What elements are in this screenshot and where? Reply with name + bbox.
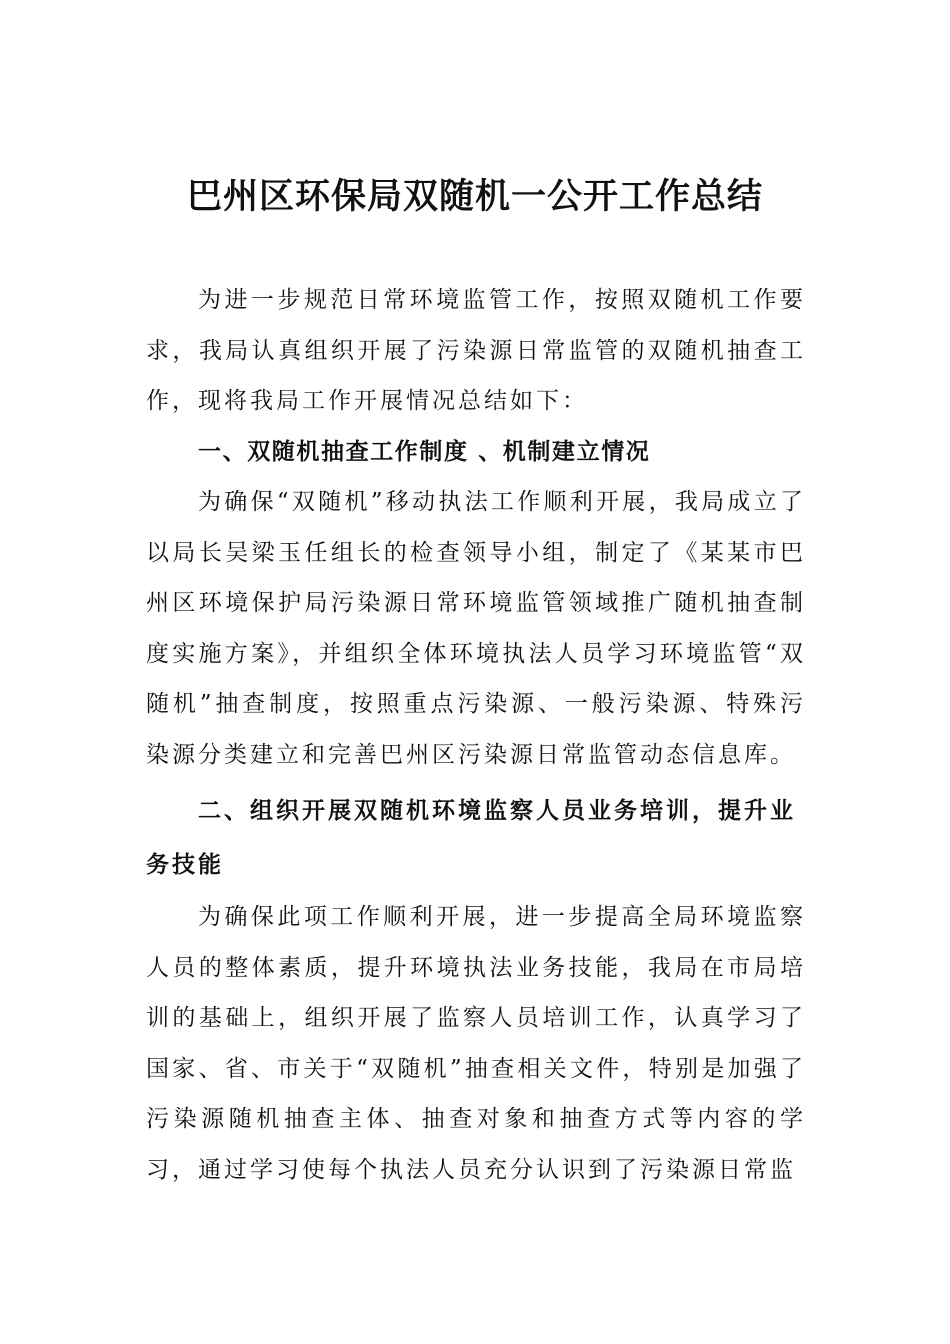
section-1-heading: 一、双随机抽查工作制度 、机制建立情况 [198,438,651,465]
document-body [146,275,806,1195]
section-1-paragraph: 为确保“双随机”移动执法工作顺利开展，我局成立了以局长吴梁玉任组长的检查领导小组，制定了《某某市巴州区环境保护局污染源日常环境监管领域推广随机抽查制度实施方案》，并组织全体环境执法人员学习环境监管“双随机”抽查制度，按照重点污染源、一般污染源、特殊污染源分类建立和完善巴州区污染源日常监管动态信息库。 [146,489,806,768]
intro-paragraph: 为进一步规范日常环境监管工作，按照双随机工作要求，我局认真组织开展了污染源日常监管的双随机抽查工作，现将我局工作开展情况总结如下： [146,287,806,414]
section-2-paragraph: 为确保此项工作顺利开展，进一步提高全局环境监察人员的整体素质，提升环境执法业务技能，我局在市局培训的基础上，组织开展了监察人员培训工作，认真学习了国家、省、市关于“双随机”抽查相关文件，特别是加强了污染源随机抽查主体、抽查对象和抽查方式等内容的学习，通过学习使每个执法人员充分认识到了污染源日常监 [146,904,806,1183]
section-2-heading: 二、组织开展双随机环境监察人员业务培训，提升业务技能 [146,798,796,878]
document-title: 巴州区环保局双随机一公开工作总结 [186,176,763,217]
